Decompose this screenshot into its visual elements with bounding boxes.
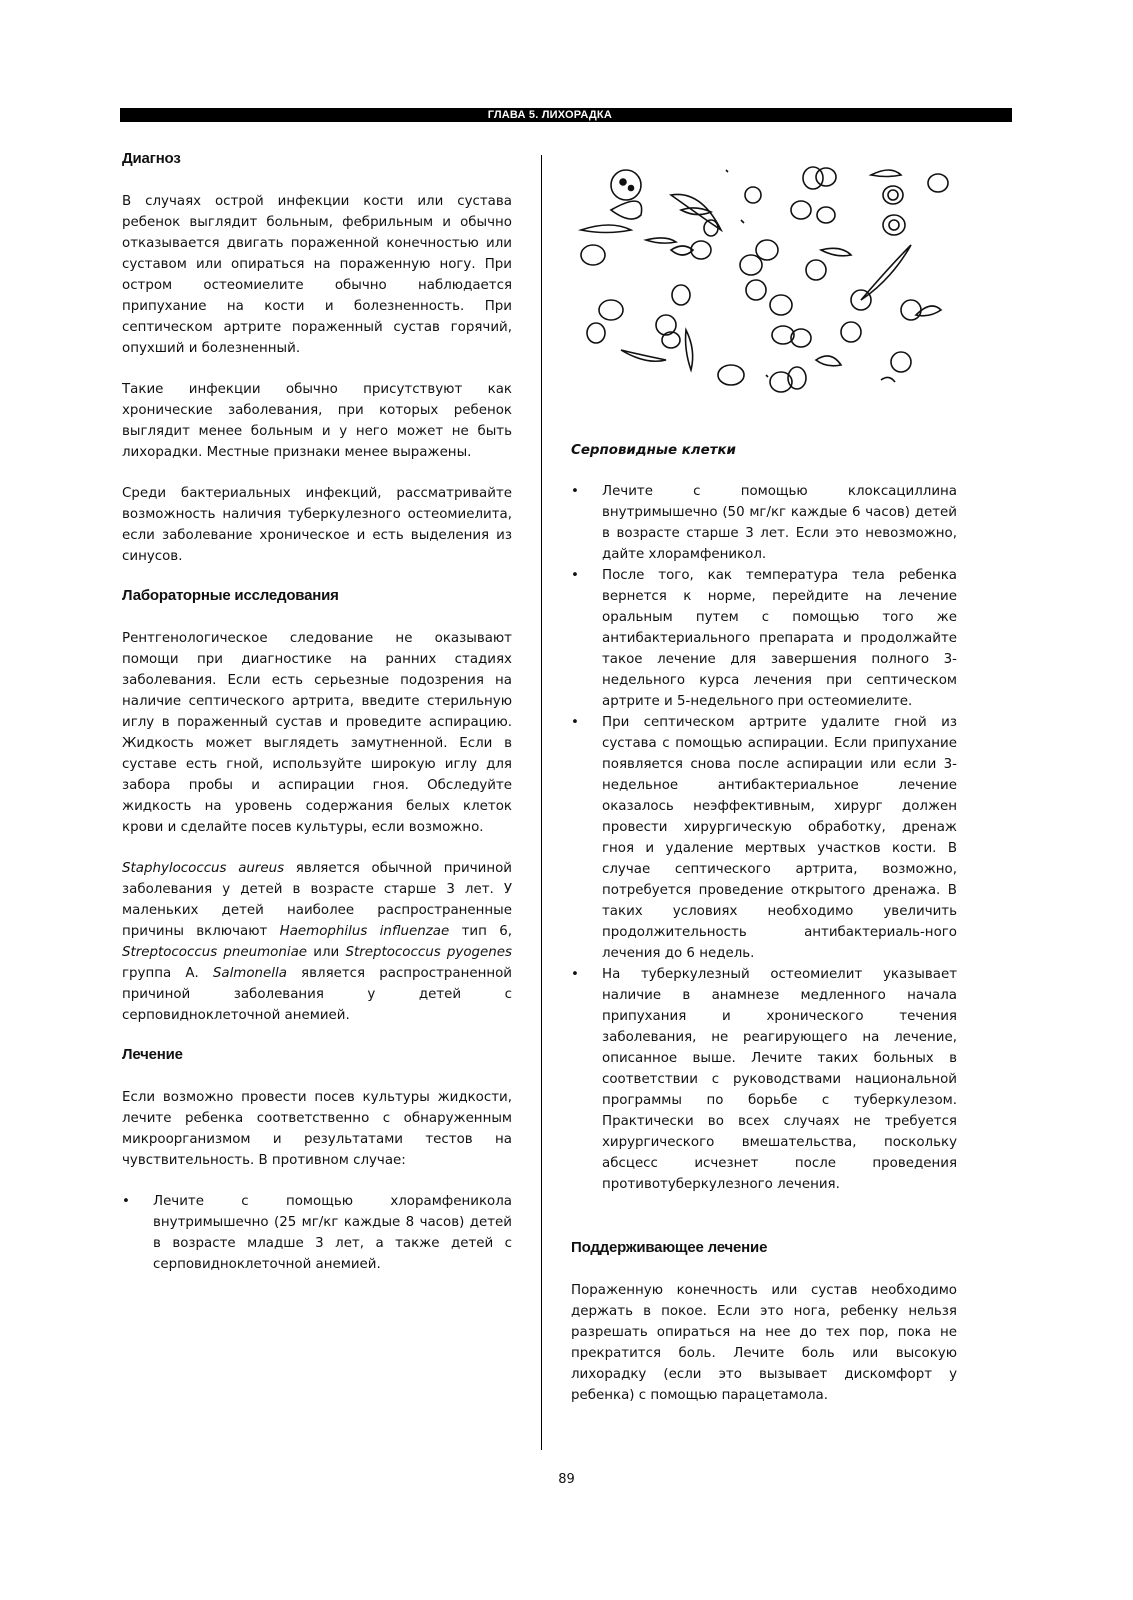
diagnosis-paragraph-2: Такие инфекции обычно присутствуют как хронические заболевания, при которых ребенок выглядит менее больным и у него может не быть лихорадки. Местные признаки менее выражены.	[122, 382, 512, 460]
species-salmonella: Salmonella	[212, 966, 287, 981]
treatment-paragraph-1: Если возможно провести посев культуры жидкости, лечите ребенка соответственно с обнаруженным микроорганизмом и результатами тестов на чувствительность. В противном случае:	[122, 1090, 512, 1168]
list-item: • Лечите с помощью клоксациллина внутримышечно (50 мг/кг каждые 6 часов) детей в возрасте старше 3 лет. Если это невозможно, дайте хлорамфеникол.	[571, 481, 957, 565]
chapter-header-bar	[120, 108, 1012, 122]
supportive-heading: Поддерживающее лечение	[571, 1239, 768, 1256]
lab-paragraph-1: Рентгенологическое следование не оказывают помощи при диагностике на ранних стадиях заболевания. Если есть серьезные подозрения на наличие септического артрита, введите стерильную иглу в пораженный сустав и проведите аспирацию. Жидкость может выглядеть замутненной. Если в суставе есть гной, используйте широкую иглу для забора пробы и аспирации гноя. Обследуйте жидкость на уровень содержания белых клеток крови и сделайте посев культуры, если возможно.	[122, 631, 512, 835]
diagnosis-paragraph-3: Среди бактериальных инфекций, рассматривайте возможность наличия туберкулезного остеомиелита, если заболевание хроническое и есть выделения из синусов.	[122, 486, 512, 564]
list-item: • При септическом артрите удалите гной из сустава с помощью аспирации. Если припухание появляется снова после аспирации или если 3-недельное антибактериальное лечение оказалось неэффективным, хирург должен провести хирургическую обработку, дренаж гноя и удаление мертвых участков кости. В случае септического артрита, возможно, потребуется проведение открытого дренажа. В таких условиях необходимо увеличить продолжительность антибактериаль-ного лечения до 6 недель.	[571, 712, 957, 964]
treatment-bullet-list	[122, 1191, 512, 1275]
bullet-icon: •	[571, 967, 579, 982]
chapter-title: ГЛАВА 5. ЛИХОРАДКА	[487, 109, 612, 121]
bullet-icon: •	[122, 1194, 130, 1209]
right-column	[571, 150, 957, 1406]
species-haemophilus: Haemophilus influenzae	[279, 924, 450, 939]
diagnosis-paragraph-1: В случаях острой инфекции кости или сустава ребенок выглядит больным, фебрильным и обычно отказывается двигать пораженной конечностью или суставом или опираться на пораженную ногу. При остром остеомиелите обычно наблюдается припухание на кости и болезненность. При септическом артрите пораженный сустав горячий, опухший и болезненный.	[122, 194, 512, 356]
sickle-cells-illustration	[571, 150, 957, 400]
diagnosis-heading: Диагноз	[122, 150, 181, 167]
bullet-icon: •	[571, 484, 579, 499]
lab-paragraph-2: Staphylococcus aureus является обычной причиной заболевания у детей в возрасте старше 3 лет. У маленьких детей наиболее распространенные причины включают Haemophilus influenzae тип 6, Streptococcus pneumoniae или Streptococcus pyogenes группа А. Salmonella является распространенной причиной заболевания у детей с серповидноклеточной анемией.	[122, 861, 512, 1023]
page-number: 89	[558, 1472, 575, 1487]
species-pyogenes: Streptococcus pyogenes	[345, 945, 512, 960]
list-item: • На туберкулезный остеомиелит указывает наличие в анамнезе медленного начала припухания и хронического течения заболевания, не реагирующего на лечение, описанное выше. Лечите таких больных в соответствии с руководствами национальной программы по борьбе с туберкулезом. Практически во всех случаях не требуется хирургического вмешательства, поскольку абсцесс исчезнет после проведения противотуберкулезного лечения.	[571, 964, 957, 1195]
lab-heading: Лабораторные исследования	[122, 587, 339, 604]
supportive-paragraph-1: Пораженную конечность или сустав необходимо держать в покое. Если это нога, ребенку нельзя разрешать опираться на нее до тех пор, пока не прекратится боль. Лечите боль или высокую лихорадку (если это вызывает дискомфорт у ребенка) с помощью парацетамола.	[571, 1283, 957, 1403]
treatment-heading: Лечение	[122, 1046, 183, 1063]
left-column	[122, 150, 512, 1275]
right-bullet-list	[571, 481, 957, 1195]
list-item: • Лечите с помощью хлорамфеникола внутримышечно (25 мг/кг каждые 8 часов) детей в возрасте младше 3 лет, а также детей с серповидноклеточной анемией.	[122, 1191, 512, 1275]
bullet-icon: •	[571, 715, 579, 730]
species-pneumoniae: Streptococcus pneumoniae	[122, 945, 308, 960]
column-divider	[541, 155, 542, 1450]
figure-caption: Серповидные клетки	[571, 443, 736, 458]
list-item: • После того, как температура тела ребенка вернется к норме, перейдите на лечение оральным путем с помощью того же антибактериального препарата и продолжайте такое лечение для завершения полного 3-недельного курса лечения при септическом артрите и 5-недельного при остеомиелите.	[571, 565, 957, 712]
species-staphylococcus: Staphylococcus aureus	[122, 861, 285, 876]
bullet-icon: •	[571, 568, 579, 583]
